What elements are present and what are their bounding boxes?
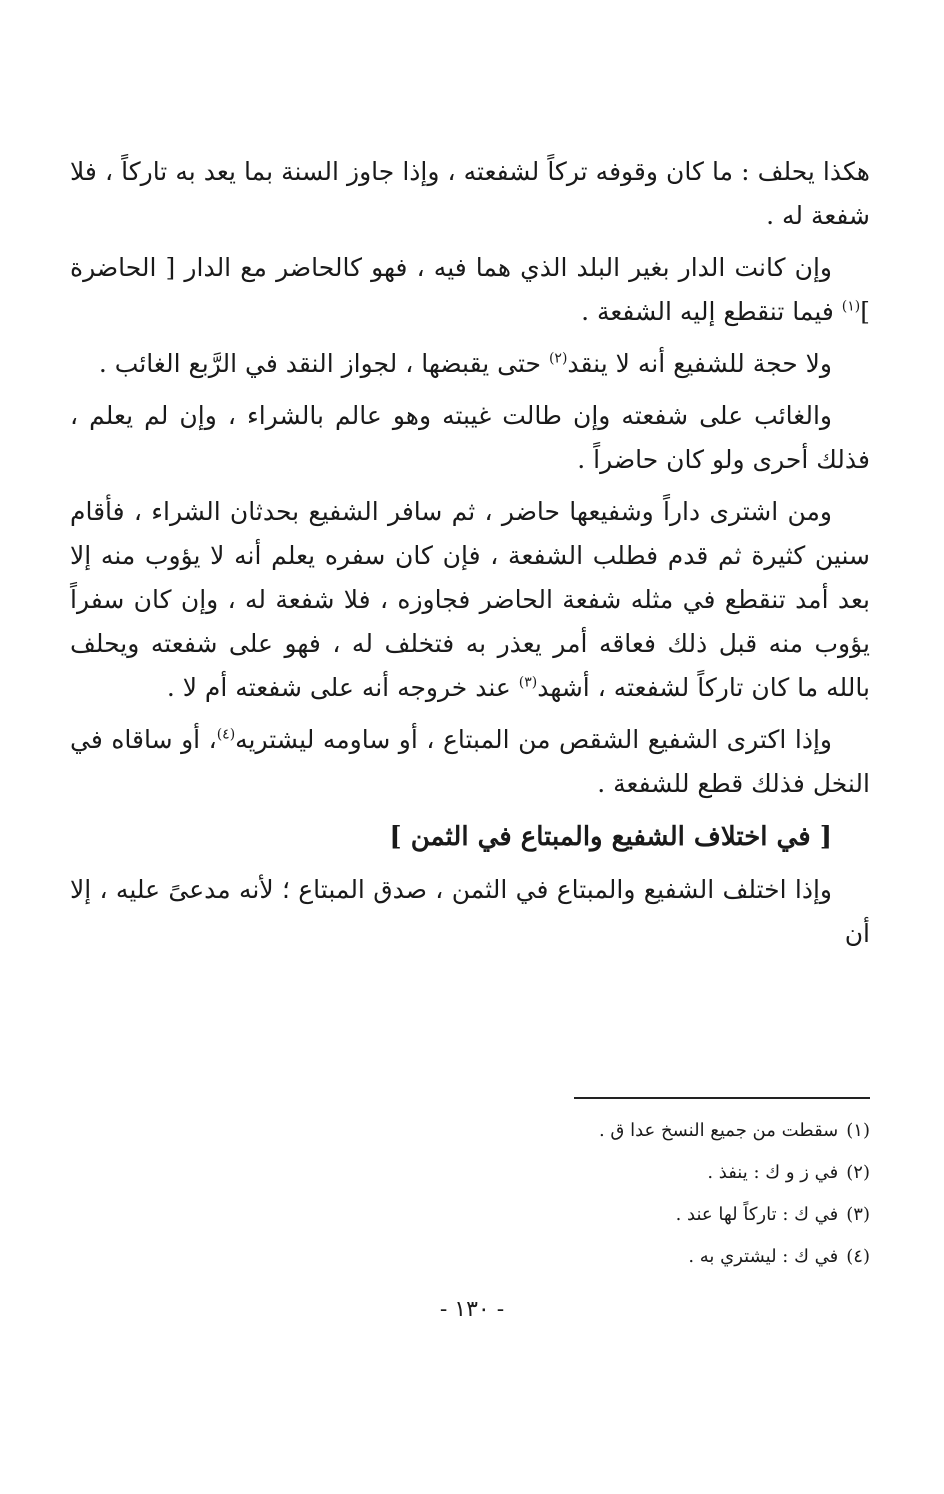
paragraph-2 (70, 246, 870, 334)
footnote-2 (270, 1152, 870, 1194)
paragraph-7-text: وإذا اختلف الشفيع والمبتاع في الثمن ، صدق المبتاع ؛ لأنه مدعىً عليه ، إلا أن (70, 875, 870, 948)
footnote-number: (٢) (846, 1162, 870, 1183)
section-heading: [ في اختلاف الشفيع والمبتاع في الثمن ] (389, 822, 832, 852)
paragraph-3-text-cont: حتى يقبضها ، لجواز النقد في الرَّبع الغائب . (98, 349, 549, 378)
footnote-1 (270, 1110, 870, 1152)
paragraph-6-text: وإذا اكترى الشفيع الشقص من المبتاع ، أو ساومه ليشتريه (235, 725, 832, 754)
page-body (70, 150, 870, 964)
page-number: - ١٣٠ - (439, 1297, 505, 1322)
footnote-text: في ك : ليشتري به . (688, 1246, 839, 1267)
paragraph-5-text-cont: عند خروجه أنه على شفعته أم لا . (166, 673, 519, 702)
footnote-number: (٣) (846, 1204, 870, 1225)
paragraph-6 (70, 718, 870, 806)
paragraph-1-text: هكذا يحلف : ما كان وقوفه تركاً لشفعته ، وإذا جاوز السنة بما يعد به تاركاً ، فلا شفعة له . (70, 157, 870, 230)
paragraph-3-text: ولا حجة للشفيع أنه لا ينقد (567, 349, 832, 378)
paragraph-5-text: ومن اشترى داراً وشفيعها حاضر ، ثم سافر الشفيع بحدثان الشراء ، فأقام سنين كثيرة ثم قدم فطلب الشفعة ، فإن كان سفره يعلم أنه لا يؤوب منه إلا بعد أمد تنقطع في مثله شفعة الحاضر فجاوزه ، فلا شفعة له ، وإن كان سفراً يؤوب منه قبل ذلك فعاقه أمر يعذر به فتخلف له ، فهو على شفعته ويحلف بالله ما كان تاركاً لشفعته ، أشهد (70, 497, 870, 702)
footnote-text: في ز و ك : ينفذ . (707, 1162, 839, 1183)
paragraph-1 (70, 150, 870, 238)
footnote-divider (574, 1097, 870, 1099)
footnote-ref-3[interactable]: (٣) (518, 674, 538, 691)
paragraph-4 (70, 394, 870, 482)
footnotes (270, 1110, 870, 1278)
footnote-text: في ك : تاركاً لها عند . (675, 1204, 839, 1225)
paragraph-2-text: وإن كانت الدار بغير البلد الذي هما فيه ، فهو كالحاضر مع الدار [ الحاضرة ] (70, 253, 870, 326)
footnote-number: (١) (846, 1120, 870, 1141)
footnote-4 (270, 1236, 870, 1278)
footnote-number: (٤) (846, 1246, 870, 1267)
footnote-text: سقطت من جميع النسخ عدا ق . (598, 1120, 839, 1141)
footnote-ref-4[interactable]: (٤) (216, 726, 236, 743)
paragraph-4-text: والغائب على شفعته وإن طالت غيبته وهو عالم بالشراء ، وإن لم يعلم ، فذلك أحرى ولو كان حاضراً . (70, 401, 870, 474)
paragraph-6-text-cont: ، أو ساقاه في النخل فذلك قطع للشفعة . (70, 725, 870, 798)
footnote-3 (270, 1194, 870, 1236)
footnote-ref-1[interactable]: (١) (841, 298, 861, 315)
paragraph-3 (70, 342, 870, 386)
footnote-ref-2[interactable]: (٢) (548, 350, 568, 367)
paragraph-2-text-cont: فيما تنقطع إليه الشفعة . (581, 297, 842, 326)
paragraph-7 (70, 868, 870, 956)
paragraph-5 (70, 490, 870, 710)
